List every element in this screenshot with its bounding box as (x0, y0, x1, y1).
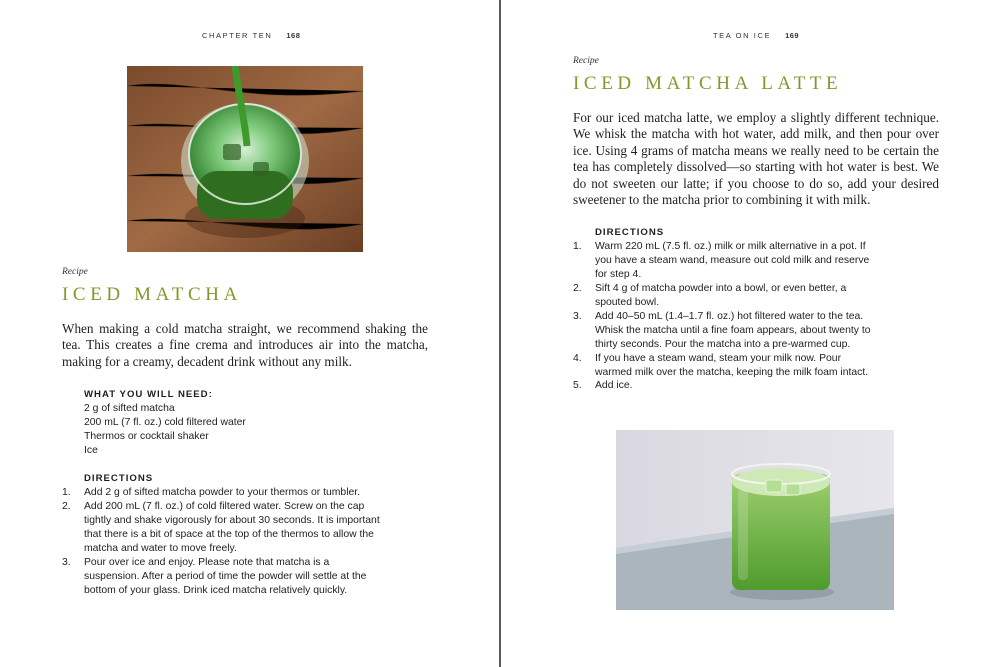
step-number: 3. (573, 310, 582, 322)
step-text: Add 200 mL (7 fl. oz.) of cold filtered water. Screw on the cap tightly and shake vigorously for about 30 seconds. It is important that there is a bit of space at the top of the thermos to allow the matcha and water to move freely. (84, 500, 380, 554)
directions-section (573, 226, 871, 393)
ingredient-item: 2 g of sifted matcha (84, 402, 175, 414)
directions-list (573, 240, 871, 393)
direction-step (573, 352, 871, 380)
step-text: Pour over ice and enjoy. Please note that matcha is a suspension. After a period of time the powder will settle at the bottom of your glass. Drink iced matcha relatively quickly. (84, 556, 367, 596)
ingredient-item: Thermos or cocktail shaker (84, 430, 209, 442)
step-number: 3. (62, 556, 71, 568)
directions-list (62, 486, 384, 598)
direction-step (573, 379, 871, 393)
directions-section (62, 472, 384, 598)
step-number: 5. (573, 380, 582, 392)
recipe-kicker: Recipe (573, 56, 599, 66)
intro-paragraph: For our iced matcha latte, we employ a slightly different technique. We whisk the matcha with hot water, add milk, and then pour over ice. Using 4 grams of matcha means we really need to be certain the tea has completely dissolved—so starting with hot water is best. We do not sweeten our latte; if you choose to do so, add your desired sweetener to the matcha prior to combining it with milk. (573, 110, 939, 208)
step-number: 2. (62, 500, 71, 512)
recipe-kicker: Recipe (62, 267, 88, 277)
direction-step (62, 556, 384, 598)
ingredients-heading: WHAT YOU WILL NEED: (84, 389, 213, 400)
directions-heading: DIRECTIONS (84, 473, 154, 484)
ingredient-item: 200 mL (7 fl. oz.) cold filtered water (84, 416, 246, 428)
step-text: Add 2 g of sifted matcha powder to your thermos or tumbler. (84, 486, 361, 498)
left-page (0, 0, 499, 667)
step-number: 1. (62, 486, 71, 498)
direction-step (573, 310, 871, 352)
ingredients-list (84, 402, 414, 458)
intro-paragraph: When making a cold matcha straight, we recommend shaking the tea. This creates a fine crema and introduces air into the matcha, making for a creamy, decadent drink without any milk. (62, 321, 428, 369)
photo-iced-matcha-latte (616, 430, 894, 610)
right-page (501, 0, 1000, 667)
direction-step (62, 486, 384, 500)
step-text: Add ice. (595, 380, 633, 392)
running-head-left (202, 31, 300, 40)
chapter-label: TEA ON ICE (713, 31, 772, 40)
running-head-right (713, 31, 799, 40)
step-number: 1. (573, 240, 582, 252)
ingredients-section (84, 388, 414, 458)
step-text: If you have a steam wand, steam your milk now. Pour warmed milk over the matcha, keeping the milk foam intact. (595, 352, 869, 378)
ingredient-item: Ice (84, 444, 98, 456)
page-number: 169 (785, 31, 800, 40)
page-number: 168 (286, 31, 301, 40)
step-text: Add 40–50 mL (1.4–1.7 fl. oz.) hot filtered water to the tea. Whisk the matcha until a fine foam appears, about twenty to thirty seconds. Pour the matcha into a pre-warmed cup. (595, 310, 871, 350)
direction-step (62, 500, 384, 556)
recipe-title: ICED MATCHA LATTE (573, 73, 843, 94)
step-number: 2. (573, 282, 582, 294)
recipe-title: ICED MATCHA (62, 284, 242, 305)
photo-iced-matcha-pour (127, 66, 363, 252)
chapter-label: CHAPTER TEN (202, 31, 273, 40)
direction-step (573, 282, 871, 310)
step-text: Sift 4 g of matcha powder into a bowl, or even better, a spouted bowl. (595, 282, 847, 308)
directions-heading: DIRECTIONS (595, 227, 665, 238)
direction-step (573, 240, 871, 282)
step-number: 4. (573, 352, 582, 364)
step-text: Warm 220 mL (7.5 fl. oz.) milk or milk alternative in a pot. If you have a steam wand, measure out cold milk and reserve for step 4. (595, 240, 870, 280)
